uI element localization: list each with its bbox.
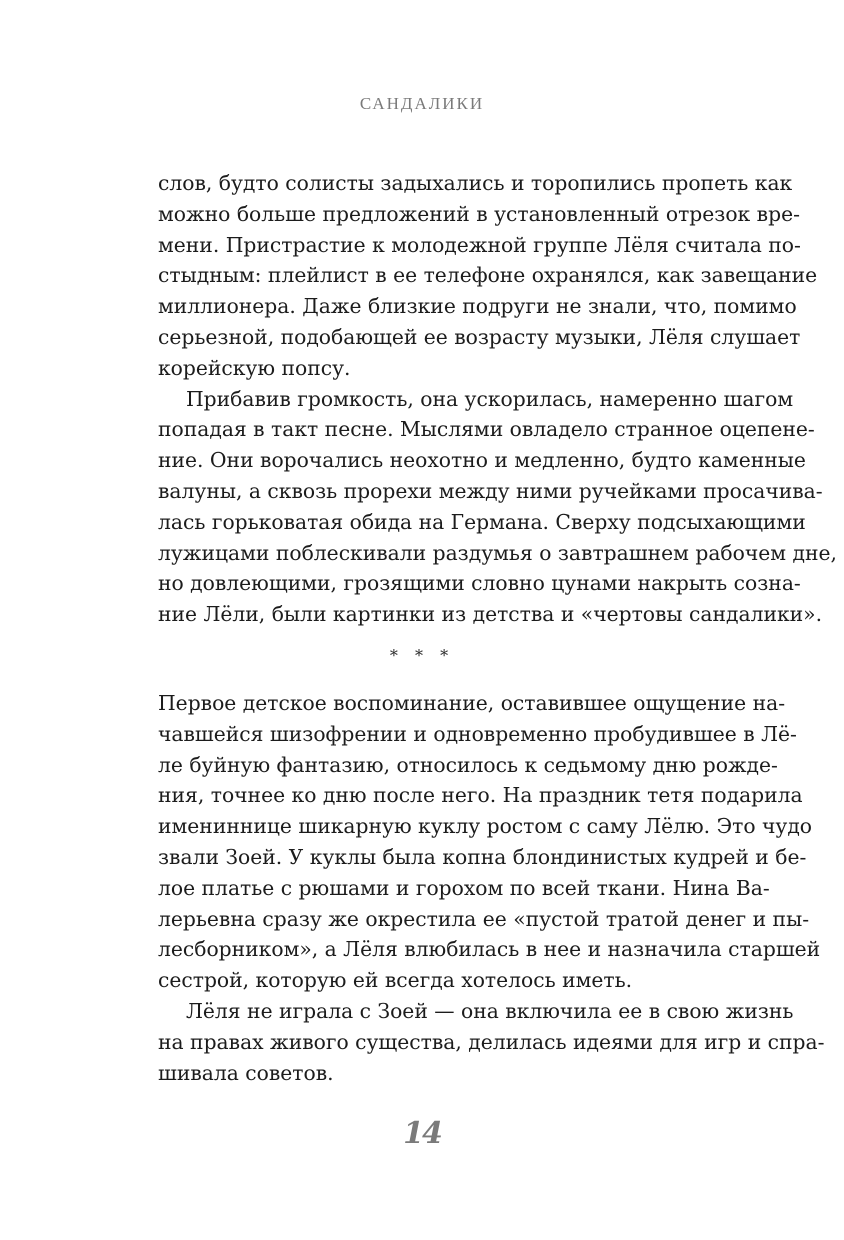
- text-line: валуны, а сквозь прорехи между ними ручейками просачива-: [158, 478, 823, 503]
- text-line: мени. Пристрастие к молодежной группе Лёля считала по-: [158, 232, 801, 257]
- text-line: попадая в такт песне. Мыслями овладело странное оцепене-: [158, 417, 815, 442]
- page-number: 14: [403, 1116, 441, 1151]
- text-line: слов, будто солисты задыхались и торопились пропеть как: [158, 171, 793, 195]
- text-line: ние Лёли, были картинки из детства и «чертовы сандалики».: [158, 602, 823, 627]
- text-line: имениннице шикарную куклу ростом с саму Лёлю. Это чудо: [158, 814, 813, 839]
- running-header: САНДАЛИКИ: [359, 94, 485, 113]
- text-block-1: [158, 168, 837, 630]
- text-line: Первое детское воспоминание, оставившее ощущение на-: [158, 691, 786, 715]
- text-line: ле буйную фантазию, относилось к седьмому дню рожде-: [158, 752, 778, 777]
- text-block-2: [158, 688, 825, 1088]
- text-line: но довлеющими, грозящими словно цунами накрыть созна-: [158, 571, 801, 596]
- text-line: лесборником», а Лёля влюбилась в нее и назначила старшей: [158, 937, 821, 962]
- text-line: чавшейся шизофрении и одновременно пробудившее в Лё-: [158, 721, 797, 746]
- text-line: лась горьковатая обида на Германа. Сверху подсыхающими: [158, 509, 806, 534]
- text-line: шивала советов.: [158, 1060, 334, 1085]
- text-line: лерьевна сразу же окрестила ее «пустой тратой денег и пы-: [158, 906, 810, 931]
- text-line: стыдным: плейлист в ее телефоне охранялся, как завещание: [158, 263, 818, 288]
- text-line: серьезной, подобающей ее возрасту музыки, Лёля слушает: [158, 324, 801, 349]
- text-line: Лёля не играла с Зоей — она включила ее в свою жизнь: [186, 998, 794, 1023]
- text-line: ние. Они ворочались неохотно и медленно, будто каменные: [158, 448, 806, 473]
- text-line: сестрой, которую ей всегда хотелось иметь.: [158, 968, 633, 993]
- paragraph: [158, 384, 837, 630]
- paragraph: [158, 996, 825, 1088]
- text-line: лужицами поблескивали раздумья о завтрашнем рабочем дне,: [158, 540, 837, 565]
- text-line: звали Зоей. У куклы была копна блондинистых кудрей и бе-: [158, 844, 807, 869]
- text-line: корейскую попсу.: [158, 355, 351, 380]
- section-separator: * * *: [389, 646, 455, 665]
- text-line: можно больше предложений в установленный отрезок вре-: [158, 201, 800, 226]
- paragraph: [158, 168, 818, 384]
- text-line: лое платье с рюшами и горохом по всей ткани. Нина Ва-: [158, 875, 770, 900]
- text-line: ния, точнее ко дню после него. На праздник тетя подарила: [158, 783, 803, 808]
- text-line: миллионера. Даже близкие подруги не знали, что, помимо: [158, 294, 797, 319]
- paragraph: [158, 688, 821, 996]
- text-line: на правах живого существа, делилась идеями для игр и спра-: [158, 1029, 825, 1054]
- text-line: Прибавив громкость, она ускорилась, намеренно шагом: [186, 386, 794, 411]
